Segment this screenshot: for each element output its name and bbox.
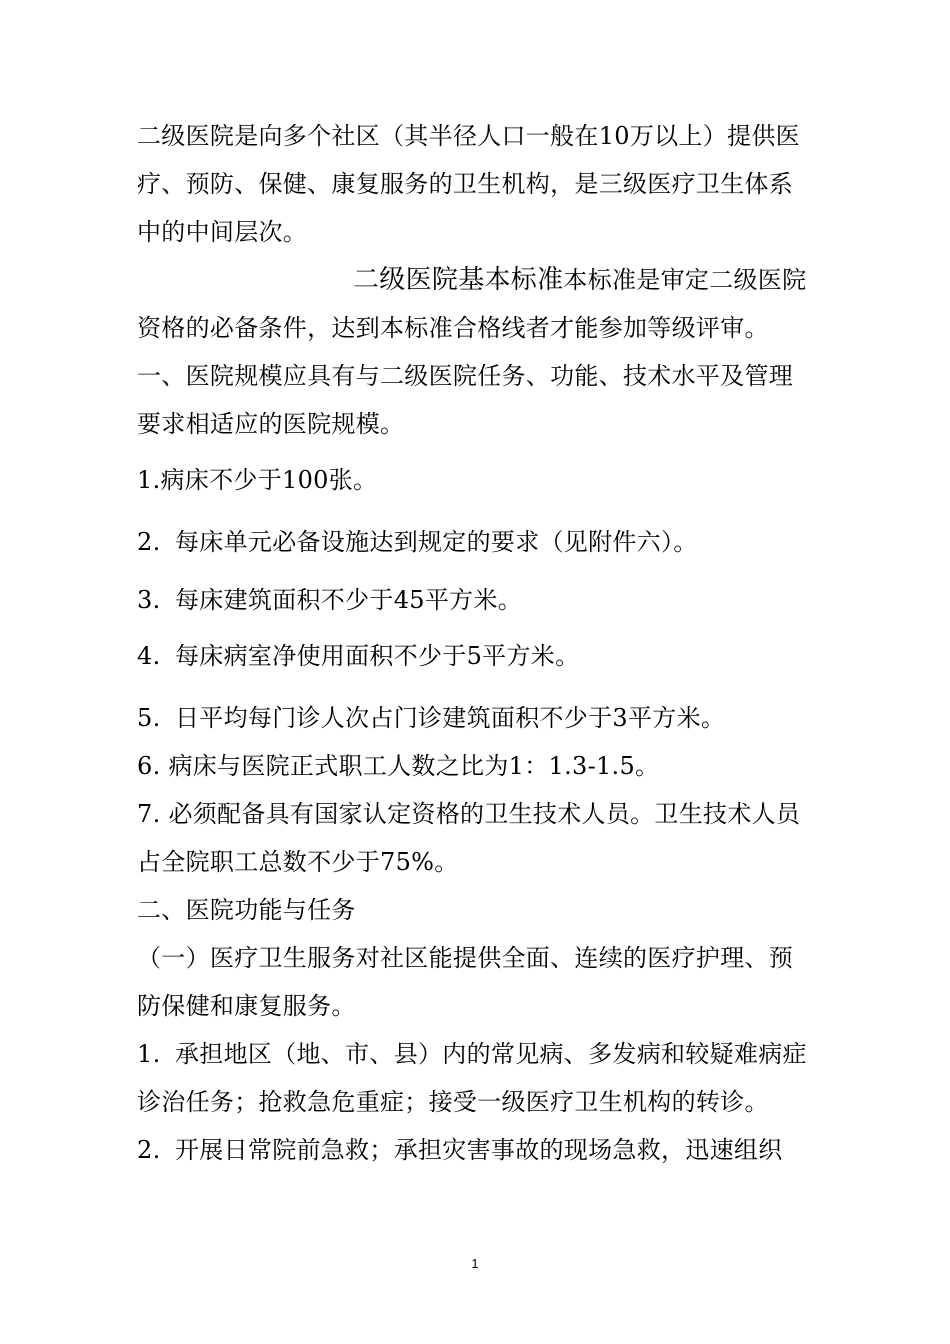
list-item-text: 承担地区（地、市、县）内的常见病、多发病和较疑难病症诊治任务；抢救急危重症；接受一级医疗卫生机构的转诊。: [137, 1040, 807, 1116]
list-item-text: 开展日常院前急救；承担灾害事故的现场急救，迅速组织: [175, 1136, 783, 1164]
intro-paragraph: 二级医院是向多个社区（其半径人口一般在10万以上）提供医疗、预防、保健、康复服务的卫生机构，是三级医疗卫生体系中的中间层次。: [137, 122, 800, 246]
list-item-text: 病床与医院正式职工人数之比为1：1.3-1.5。: [168, 752, 660, 780]
list-item: [137, 1030, 817, 1126]
list-item-number: 2.: [137, 1136, 161, 1164]
list-item: [137, 518, 817, 566]
list-item: [137, 632, 817, 680]
list-item-number: 7.: [137, 800, 161, 828]
list-item: [137, 576, 817, 624]
standard-text: 本标准是审定二级医院资格的必备条件，达到本标准合格线者才能参加等级评审。: [137, 266, 807, 342]
list-item-number: 1.: [137, 466, 161, 494]
list-item-text: 每床病室净使用面积不少于5平方米。: [175, 642, 580, 670]
subsection-heading-medical-service: （一）医疗卫生服务对社区能提供全面、连续的医疗护理、预防保健和康复服务。: [137, 944, 794, 1020]
section-heading-scale: 一、医院规模应具有与二级医院任务、功能、技术水平及管理要求相适应的医院规模。: [137, 362, 794, 438]
list-item-text: 日平均每门诊人次占门诊建筑面积不少于3平方米。: [175, 704, 726, 732]
section-heading-function: 二、医院功能与任务: [137, 896, 356, 924]
list-item: [137, 742, 817, 790]
list-item-number: 3.: [137, 586, 161, 614]
page-number: 1: [471, 1256, 479, 1271]
list-item-text: 必须配备具有国家认定资格的卫生技术人员。卫生技术人员占全院职工总数不少于75%。: [137, 800, 801, 876]
list-item-text: 每床单元必备设施达到规定的要求（见附件六）。: [175, 528, 698, 556]
list-item-text: 病床不少于100张。: [160, 466, 378, 494]
list-item-text: 每床建筑面积不少于45平方米。: [175, 586, 523, 614]
list-item: [137, 1126, 817, 1174]
standard-title: 二级医院基本标准: [353, 265, 564, 295]
list-item-number: 1.: [137, 1040, 161, 1068]
list-item: [137, 790, 817, 886]
list-item: [137, 694, 817, 742]
list-item-number: 5.: [137, 704, 161, 732]
list-item: [137, 456, 817, 504]
list-item-number: 6.: [137, 752, 161, 780]
list-item-number: 4.: [137, 642, 161, 670]
standard-paragraph: [137, 256, 817, 352]
document-body: [137, 112, 817, 1174]
list-item-number: 2.: [137, 528, 161, 556]
